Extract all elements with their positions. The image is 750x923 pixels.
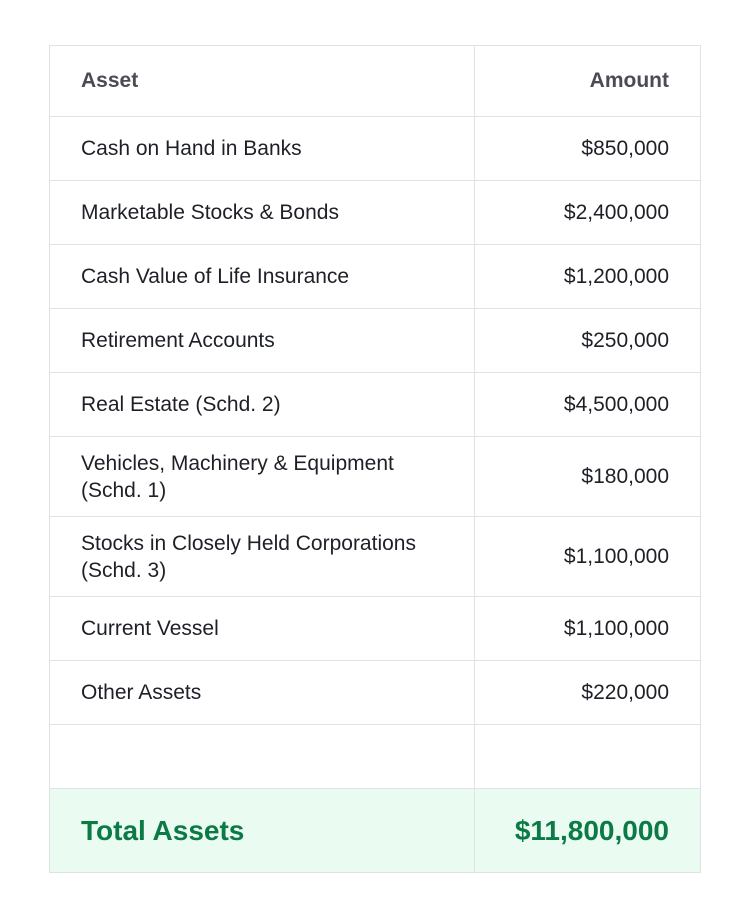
asset-cell: Cash Value of Life Insurance [50, 245, 475, 309]
total-amount: $11,800,000 [475, 789, 701, 873]
assets-table [49, 45, 701, 873]
table-row [50, 373, 701, 437]
asset-cell [50, 725, 475, 789]
table-row [50, 309, 701, 373]
amount-cell: $1,100,000 [475, 517, 701, 597]
table-row [50, 245, 701, 309]
amount-cell: $1,200,000 [475, 245, 701, 309]
asset-cell: Other Assets [50, 661, 475, 725]
table-row [50, 117, 701, 181]
amount-cell: $2,400,000 [475, 181, 701, 245]
amount-cell [475, 725, 701, 789]
empty-row [50, 725, 701, 789]
table-row [50, 597, 701, 661]
asset-column-header: Asset [50, 46, 475, 117]
table-row [50, 437, 701, 517]
header-row [50, 46, 701, 117]
amount-cell: $4,500,000 [475, 373, 701, 437]
asset-cell: Cash on Hand in Banks [50, 117, 475, 181]
amount-column-header: Amount [475, 46, 701, 117]
asset-cell: Real Estate (Schd. 2) [50, 373, 475, 437]
table-row [50, 517, 701, 597]
table-row [50, 661, 701, 725]
amount-cell: $180,000 [475, 437, 701, 517]
asset-cell: Current Vessel [50, 597, 475, 661]
amount-cell: $250,000 [475, 309, 701, 373]
asset-cell: Stocks in Closely Held Corporations (Schd. 3) [50, 517, 475, 597]
asset-cell: Retirement Accounts [50, 309, 475, 373]
total-label: Total Assets [50, 789, 475, 873]
amount-cell: $1,100,000 [475, 597, 701, 661]
amount-cell: $220,000 [475, 661, 701, 725]
table-row [50, 181, 701, 245]
asset-cell: Vehicles, Machinery & Equipment (Schd. 1) [50, 437, 475, 517]
total-row [50, 789, 701, 873]
amount-cell: $850,000 [475, 117, 701, 181]
asset-cell: Marketable Stocks & Bonds [50, 181, 475, 245]
